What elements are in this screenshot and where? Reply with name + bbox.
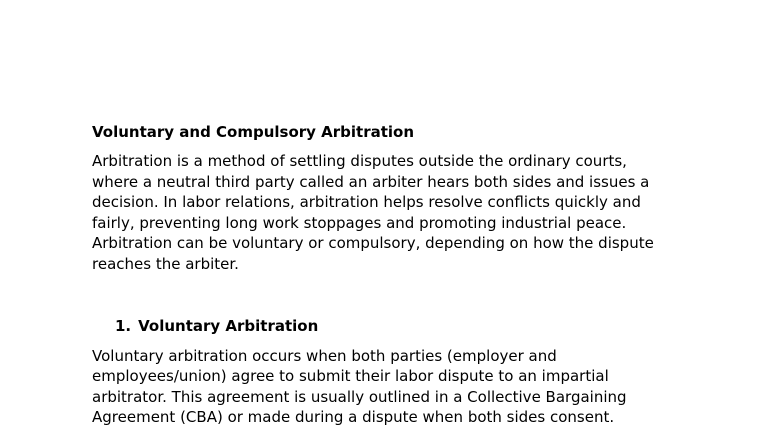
intro-line: reaches the arbiter. [92, 254, 239, 273]
intro-line: Arbitration can be voluntary or compulsory, depending on how the dispute [92, 234, 654, 253]
intro-line: decision. In labor relations, arbitration helps resolve conflicts quickly and [92, 193, 641, 212]
document-body [92, 122, 692, 428]
voluntary-line: Agreement (CBA) or made during a dispute when both sides consent. [92, 408, 615, 427]
section-number: 1. [115, 316, 132, 335]
section-title: Voluntary Arbitration [138, 316, 319, 335]
document-title: Voluntary and Compulsory Arbitration [92, 123, 415, 141]
voluntary-line: Voluntary arbitration occurs when both parties (employer and [92, 346, 557, 365]
intro-line: fairly, preventing long work stoppages and promoting industrial peace. [92, 213, 627, 232]
section-heading-voluntary [92, 316, 692, 336]
intro-paragraph [92, 151, 692, 275]
intro-line: Arbitration is a method of settling disputes outside the ordinary courts, [92, 152, 627, 170]
intro-line: where a neutral third party called an arbiter hears both sides and issues a [92, 172, 650, 191]
voluntary-line: employees/union) agree to submit their labor dispute to an impartial [92, 367, 609, 386]
voluntary-paragraph [92, 346, 692, 428]
voluntary-line: arbitrator. This agreement is usually outlined in a Collective Bargaining [92, 387, 627, 406]
